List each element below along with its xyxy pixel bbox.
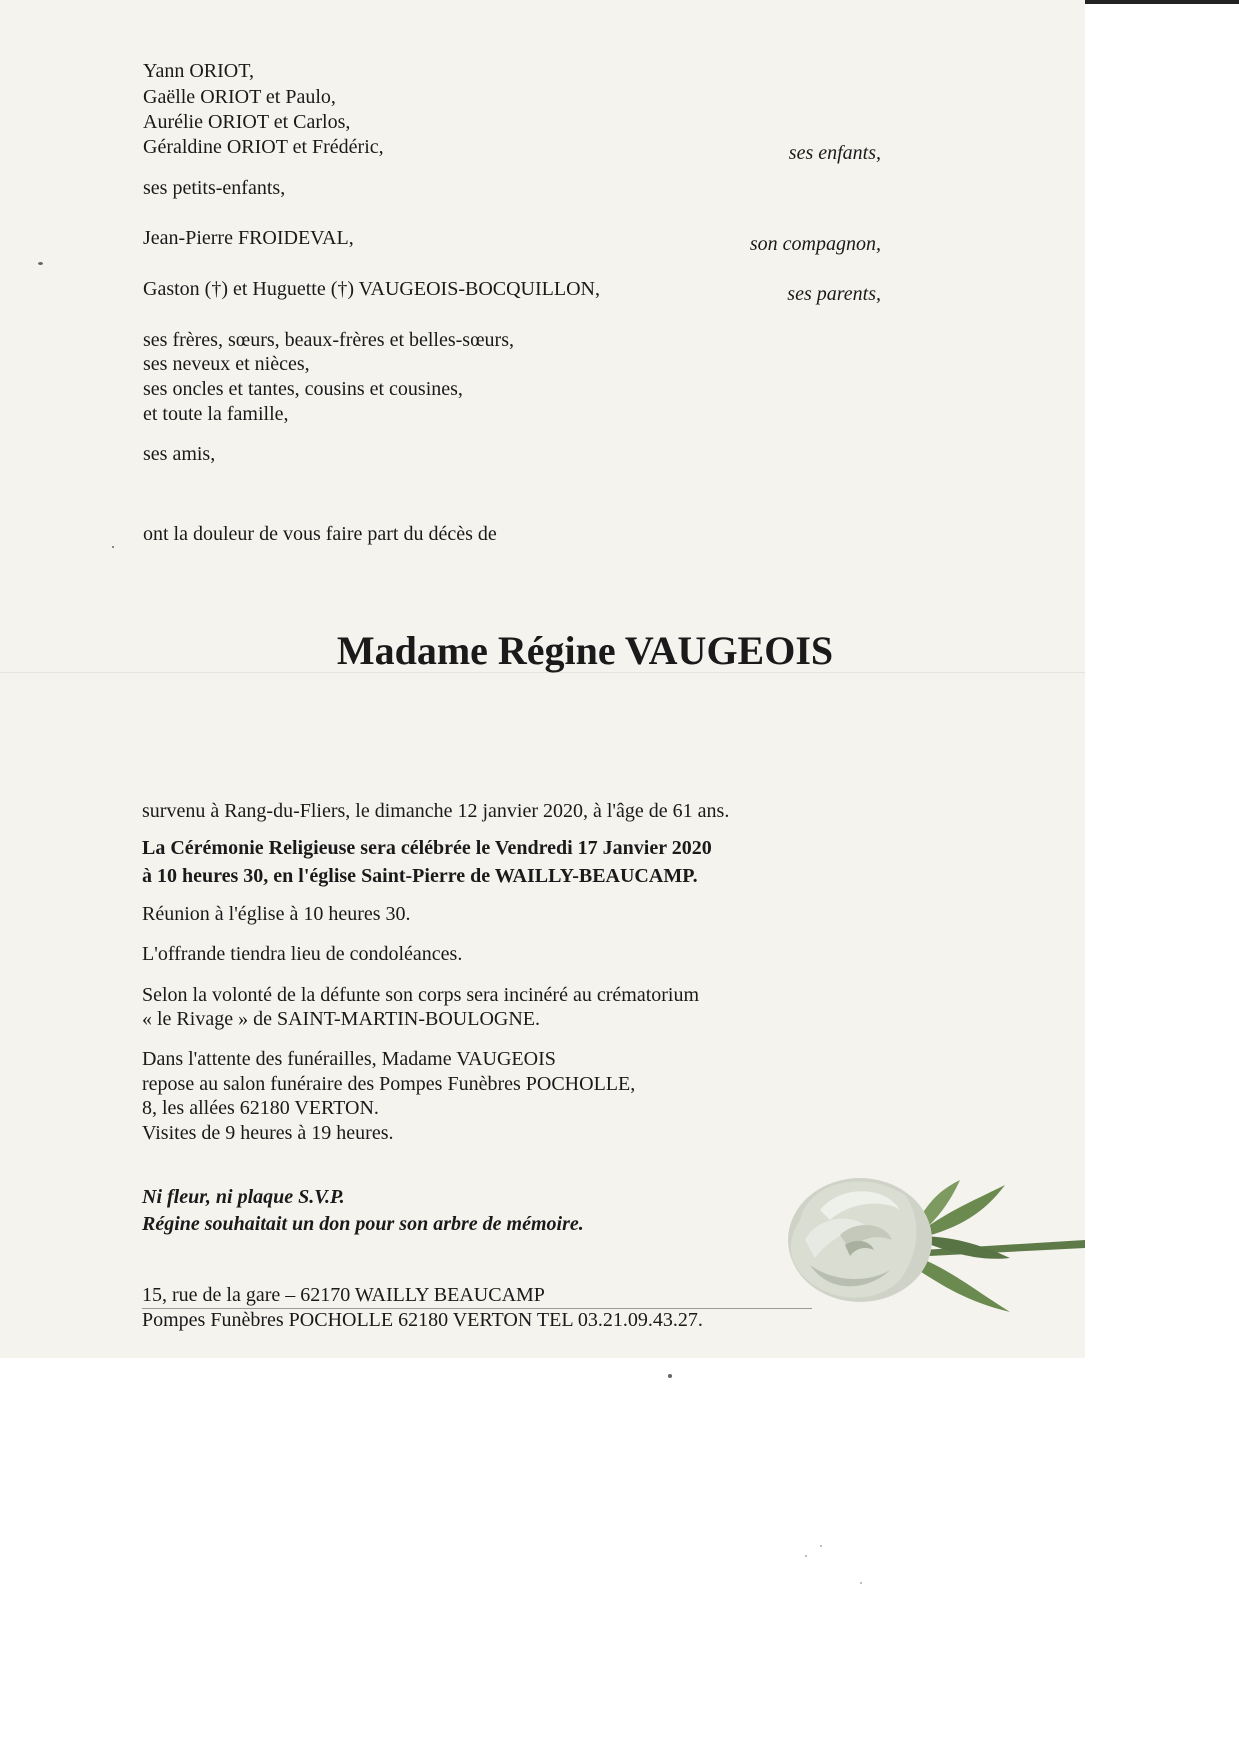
ceremony-line-1: La Cérémonie Religieuse sera célébrée le Vendredi 17 Janvier 2020 (142, 837, 712, 859)
scan-speck (668, 1374, 672, 1378)
companion-label: son compagnon, (749, 233, 881, 255)
ceremony-line-2: à 10 heures 30, en l'église Saint-Pierre de WAILLY-BEAUCAMP. (142, 865, 698, 887)
relatives-line-2: ses neveux et nièces, (143, 353, 310, 375)
cremation-line-1: Selon la volonté de la défunte son corps sera incinéré au crématorium (142, 984, 700, 1006)
friends-line: ses amis, (143, 443, 216, 465)
address-line: 15, rue de la gare – 62170 WAILLY BEAUCAMP (142, 1284, 545, 1306)
announcement: ont la douleur de vous faire part du décès de (143, 523, 497, 545)
rest-line-1: Dans l'attente des funérailles, Madame VAUGEOIS (142, 1048, 556, 1070)
scan-speck (820, 1545, 822, 1547)
companion-name: Jean-Pierre FROIDEVAL, (143, 227, 354, 249)
flowers-line-2: Régine souhaitait un don pour son arbre de mémoire. (142, 1213, 584, 1235)
relatives-line-3: ses oncles et tantes, cousins et cousines, (143, 378, 463, 400)
deceased-name: Madame Régine VAUGEOIS (336, 628, 834, 673)
offering-line: L'offrande tiendra lieu de condoléances. (142, 943, 463, 965)
grandchildren-line: ses petits-enfants, (143, 177, 286, 199)
scan-speck (860, 1582, 862, 1584)
death-line: survenu à Rang-du-Fliers, le dimanche 12 janvier 2020, à l'âge de 61 ans. (142, 800, 730, 822)
relatives-line-1: ses frères, sœurs, beaux-frères et belles-sœurs, (143, 329, 514, 351)
white-rose-image (770, 1140, 1085, 1320)
rest-line-3: 8, les allées 62180 VERTON. (142, 1097, 379, 1119)
flowers-line-1: Ni fleur, ni plaque S.V.P. (142, 1186, 345, 1208)
parents-label: ses parents, (787, 283, 881, 305)
relatives-line-4: et toute la famille, (143, 403, 289, 425)
parents-name: Gaston (†) et Huguette (†) VAUGEOIS-BOCQUILLON, (143, 278, 600, 300)
child-line-1: Yann ORIOT, (143, 60, 254, 82)
cremation-line-2: « le Rivage » de SAINT-MARTIN-BOULOGNE. (142, 1008, 541, 1030)
child-line-4: Géraldine ORIOT et Frédéric, (143, 136, 384, 158)
children-label: ses enfants, (788, 142, 881, 164)
scan-speck (805, 1555, 807, 1557)
child-line-3: Aurélie ORIOT et Carlos, (143, 111, 351, 133)
funeral-home-line: Pompes Funèbres POCHOLLE 62180 VERTON TEL 03.21.09.43.27. (142, 1309, 703, 1331)
rest-line-4: Visites de 9 heures à 19 heures. (142, 1122, 394, 1144)
meeting-line: Réunion à l'église à 10 heures 30. (142, 903, 411, 925)
rest-line-2: repose au salon funéraire des Pompes Funèbres POCHOLLE, (142, 1073, 636, 1095)
scan-speck (112, 546, 114, 548)
child-line-2: Gaëlle ORIOT et Paulo, (143, 86, 336, 108)
scan-edge-line (1085, 0, 1239, 4)
scan-speck (38, 262, 43, 265)
